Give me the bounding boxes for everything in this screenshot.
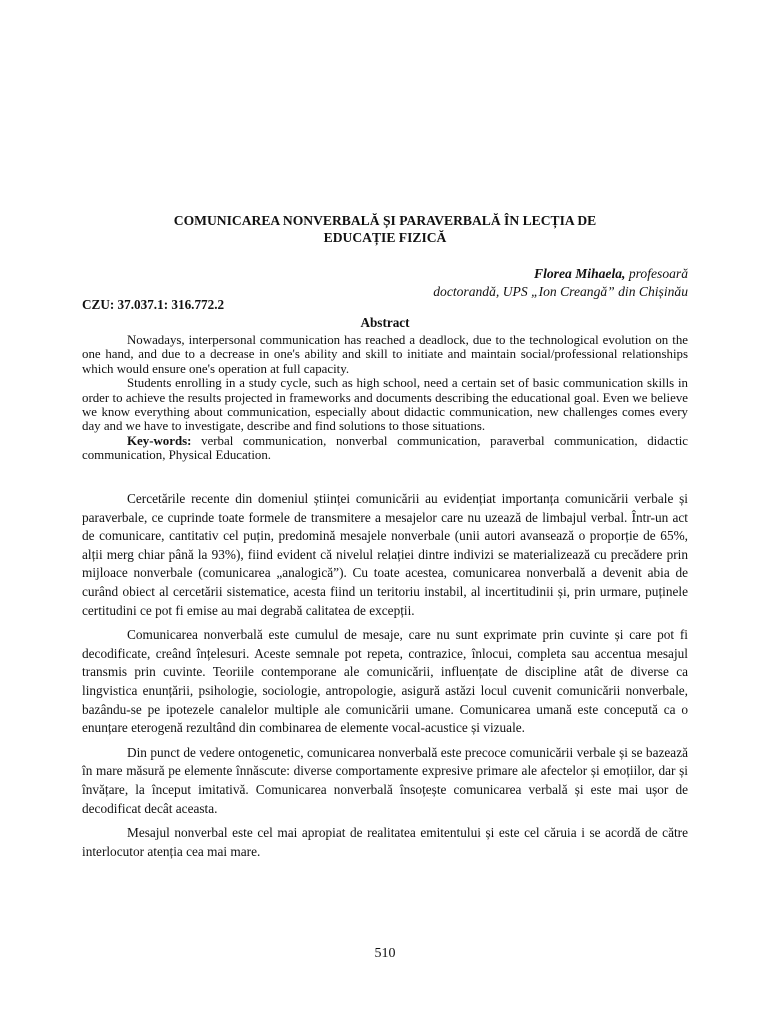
body-paragraph: Din punct de vedere ontogenetic, comunicarea nonverbală este precoce comunicării verbale și se bazează în mare măsură pe elemente înnăscute: diverse comportamente expresive primare ale afectelor și emoțiilor, dar și învățare, la început imitativă. Comunicarea nonverbală însoțește comunicarea verbală și este mai ușor de decodificat decât aceasta. (82, 744, 688, 816)
body-text (82, 490, 688, 867)
author-role: profesoară (625, 266, 688, 281)
keywords (82, 434, 688, 463)
abstract-paragraph: Nowadays, interpersonal communication has reached a deadlock, due to the technological evolution on the one hand, and due to a decrease in one's ability and skill to initiate and maintain social/professional relationships which would ensure one's operation at full capacity. (82, 333, 688, 376)
body-paragraph: Mesajul nonverbal este cel mai apropiat de realitatea emitentului și este cel căruia i se acordă de către interlocutor atenția cea mai mare. (82, 825, 688, 859)
abstract-heading: Abstract (360, 315, 410, 330)
abstract-paragraph: Students enrolling in a study cycle, such as high school, need a certain set of basic communication skills in order to achieve the results projected in frameworks and documents describing the educational goal. Even we believe we know everything about communication, especially about didactic communication, new challenges comes every day and we have to investigate, describe and find solutions to those situations. (82, 376, 688, 434)
author-affiliation: doctorandă, UPS „Ion Creangă” din Chișinău (433, 284, 688, 299)
body-paragraph: Comunicarea nonverbală este cumulul de mesaje, care nu sunt exprimate prin cuvinte și care pot fi decodificate, creând înțelesuri. Aceste semnale pot repeta, contrazice, înlocui, completa sau accentua mesajul transmis prin cuvinte. Teoriile contemporane ale comunicării, influențate de discipline atât de diverse ca lingvistica enunțării, psihologie, sociologie, antropologie, asigură astăzi locul cuvenit comunicării nonverbale, bazându-se pe ipotezele canalelor multiple ale comunicării umane. Comunicarea umană este concepută ca o enunțare eterogenă rezultând din combinarea de elemente vocal-acustice și vizuale. (82, 627, 688, 736)
document-page (82, 0, 688, 1024)
keywords-text: verbal communication, nonverbal communication, paraverbal communication, didactic communication, Physical Education. (82, 433, 688, 463)
czu-code: CZU: 37.037.1: 316.772.2 (82, 297, 225, 312)
title-line-2: EDUCAȚIE FIZICĂ (323, 230, 447, 245)
abstract-section (82, 333, 688, 463)
body-paragraph: Cercetările recente din domeniul științei comunicării au evidențiat importanța comunicării verbale și paraverbale, ce cuprinde toate formele de transmitere a mesajelor care nu uzează de limbajul verbal. Într-un act de comunicare, cantitativ cel puțin, predomină mesajele nonverbale (unii autori avansează o proporție de 65%, alții merg chiar până la 93%), fiind evident că nivelul relației dintre indivizi se materializează cu precădere prin mijloace nonverbale (comunicarea „analogică”). Cu toate acestea, comunicarea nonverbală a devenit abia de curând obiect al cercetării sistematice, acesta fiind un teritoriu instabil, al incertitudinii și, prin urmare, puținele certitudini ce pot fi emise au mai degrabă calitatea de excepții. (82, 491, 688, 618)
title-line-1: COMUNICAREA NONVERBALĂ ȘI PARAVERBALĂ ÎN LECȚIA DE (173, 213, 597, 228)
page-number: 510 (374, 946, 396, 961)
author-line (82, 265, 688, 283)
author-name: Florea Mihaela, (534, 266, 626, 281)
article-title (82, 212, 688, 246)
keywords-label: Key-words: (127, 433, 192, 448)
